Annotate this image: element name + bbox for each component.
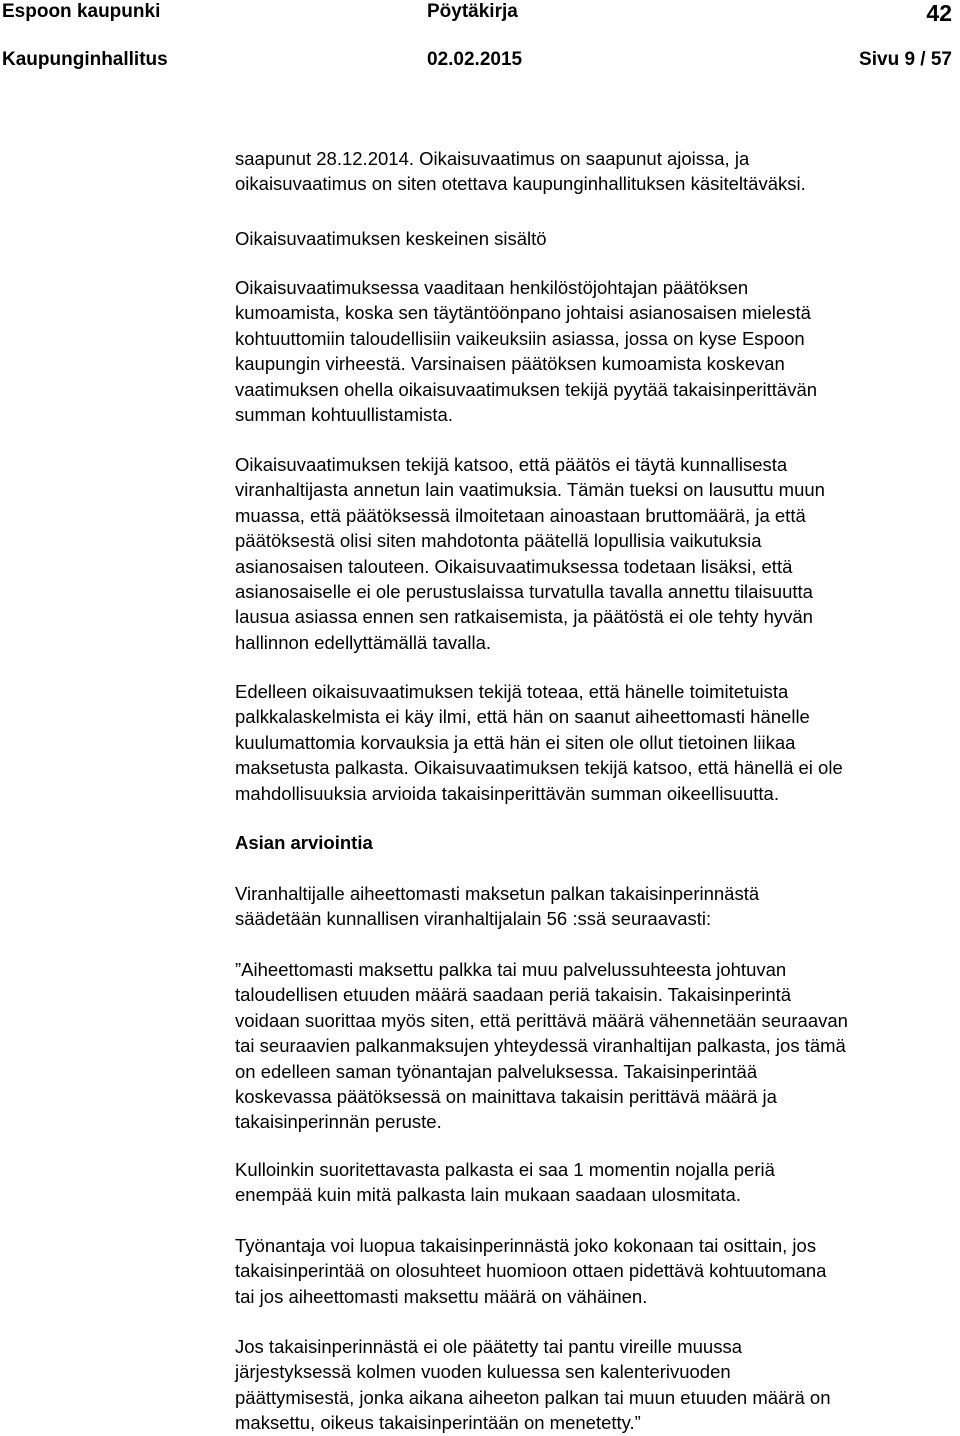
header-body: Kaupunginhallitus (2, 49, 168, 70)
text-line: on edelleen saman työnantajan palveluksessa. Takaisinperintää (235, 1060, 758, 1082)
text-line: asianosaisen talouteen. Oikaisuvaatimuksessa todetaan lisäksi, että (235, 555, 793, 577)
text-line: kaupungin virheestä. Varsinaisen päätöksen kumoamista koskevan (235, 353, 785, 375)
text-line: säädetään kunnallisen viranhaltijalain 56 :ssä seuraavasti: (235, 908, 712, 930)
paragraph-intro (235, 146, 806, 197)
header-number: 42 (926, 0, 952, 26)
header-date: 02.02.2015 (427, 49, 523, 70)
header-page-number: Sivu 9 / 57 (859, 49, 952, 70)
text-line: päätöksestä olisi siten mahdotonta päätellä lopullisia vaikutuksia (235, 530, 762, 552)
section-heading: Asian arviointia (235, 832, 373, 853)
text-line: mahdollisuuksia arvioida takaisinperittävän summan oikeellisuutta. (235, 782, 779, 804)
text-line: takaisinperintää on olosuhteet huomioon ottaen pidettävä kohtuutomana (235, 1260, 827, 1282)
header-organization: Espoon kaupunki (2, 1, 161, 22)
text-line: palkkalaskelmista ei käy ilmi, että hän on saanut aiheettomasti hänelle (235, 706, 810, 728)
section-heading-content (235, 226, 547, 251)
text-line: maksettu, oikeus takaisinperintään on menetetty.” (235, 1412, 641, 1434)
text-line: tai seuraavien palkanmaksujen yhteydessä viranhaltijan palkasta, jos tämä (235, 1035, 846, 1057)
text-line: maksetusta palkasta. Oikaisuvaatimuksen tekijä katsoo, että hänellä ei ole (235, 757, 843, 779)
text-line: kohtuuttomiin taloudellisiin vaikeuksiin asiassa, jossa on kyse Espoon (235, 327, 805, 349)
text-line: taloudellisen etuuden määrä saadaan periä takaisin. Takaisinperintä (235, 984, 792, 1006)
text-line: vaatimuksen ohella oikaisuvaatimuksen tekijä pyytää takaisinperittävän (235, 378, 818, 400)
paragraph-statute-quote-1 (235, 957, 848, 1135)
text-line: viranhaltijasta annetun lain vaatimuksia. Tämän tueksi on lausuttu muun (235, 479, 825, 501)
text-line: järjestyksessä kolmen vuoden kuluessa sen kalenterivuoden (235, 1361, 731, 1383)
text-line: asianosaiselle ei ole perustuslaissa turvatulla tavalla annettu tilaisuutta (235, 581, 813, 603)
text-line: Työnantaja voi luopua takaisinperinnästä joko kokonaan tai osittain, jos (235, 1235, 817, 1256)
text-line: koskevassa päätöksessä on mainittava takaisin perittävä määrä ja (235, 1086, 777, 1108)
section-heading: Oikaisuvaatimuksen keskeinen sisältö (235, 228, 547, 249)
text-line: ”Aiheettomasti maksettu palkka tai muu palvelussuhteesta johtuvan (235, 959, 787, 980)
text-line: summan kohtuullistamista. (235, 404, 453, 426)
text-line: Kulloinkin suoritettavasta palkasta ei saa 1 momentin nojalla periä (235, 1159, 775, 1180)
text-line: Viranhaltijalle aiheettomasti maksetun palkan takaisinperinnästä (235, 883, 760, 904)
text-line: Edelleen oikaisuvaatimuksen tekijä toteaa, että hänelle toimitetuista (235, 681, 789, 702)
text-line: Jos takaisinperinnästä ei ole päätetty tai pantu vireille muussa (235, 1336, 742, 1357)
text-line: kuulumattomia korvauksia ja että hän ei siten ole ollut tietoinen liikaa (235, 731, 796, 753)
text-line: Oikaisuvaatimuksen tekijä katsoo, että päätös ei täytä kunnallisesta (235, 454, 788, 475)
text-line: saapunut 28.12.2014. Oikaisuvaatimus on saapunut ajoissa, ja (235, 148, 750, 169)
text-line: oikaisuvaatimus on siten otettava kaupunginhallituksen käsiteltäväksi. (235, 173, 806, 195)
text-line: hallinnon edellyttämällä tavalla. (235, 631, 492, 653)
paragraph-payslips (235, 679, 843, 806)
text-line: muassa, että päätöksessä ilmoitetaan ainoastaan bruttomäärä, ja että (235, 504, 806, 526)
paragraph-statute-intro (235, 881, 759, 932)
text-line: tai jos aiheettomasti maksettu määrä on vähäinen. (235, 1285, 648, 1307)
text-line: kumoamista, koska sen täytäntöönpano johtaisi asianosaisen mielestä (235, 302, 811, 324)
text-line: Oikaisuvaatimuksessa vaaditaan henkilöstöjohtajan päätöksen (235, 277, 749, 298)
section-heading-assessment (235, 830, 373, 855)
paragraph-claim (235, 275, 817, 427)
header-document-type: Pöytäkirja (427, 1, 518, 22)
text-line: lausua asiassa ennen sen ratkaisemista, ja päätöstä ei ole tehty hyvän (235, 606, 813, 628)
paragraph-statute-quote-3 (235, 1233, 826, 1309)
text-line: päättymisestä, jonka aikana aiheeton palkan tai muun etuuden määrä on (235, 1386, 831, 1408)
paragraph-law-requirements (235, 452, 825, 655)
text-line: voidaan suorittaa myös siten, että perittävä määrä vähennetään seuraavan (235, 1009, 848, 1031)
paragraph-statute-quote-4 (235, 1334, 830, 1436)
text-line: takaisinperinnän peruste. (235, 1111, 442, 1133)
paragraph-statute-quote-2 (235, 1157, 775, 1208)
text-line: enempää kuin mitä palkasta lain mukaan saadaan ulosmitata. (235, 1184, 741, 1206)
